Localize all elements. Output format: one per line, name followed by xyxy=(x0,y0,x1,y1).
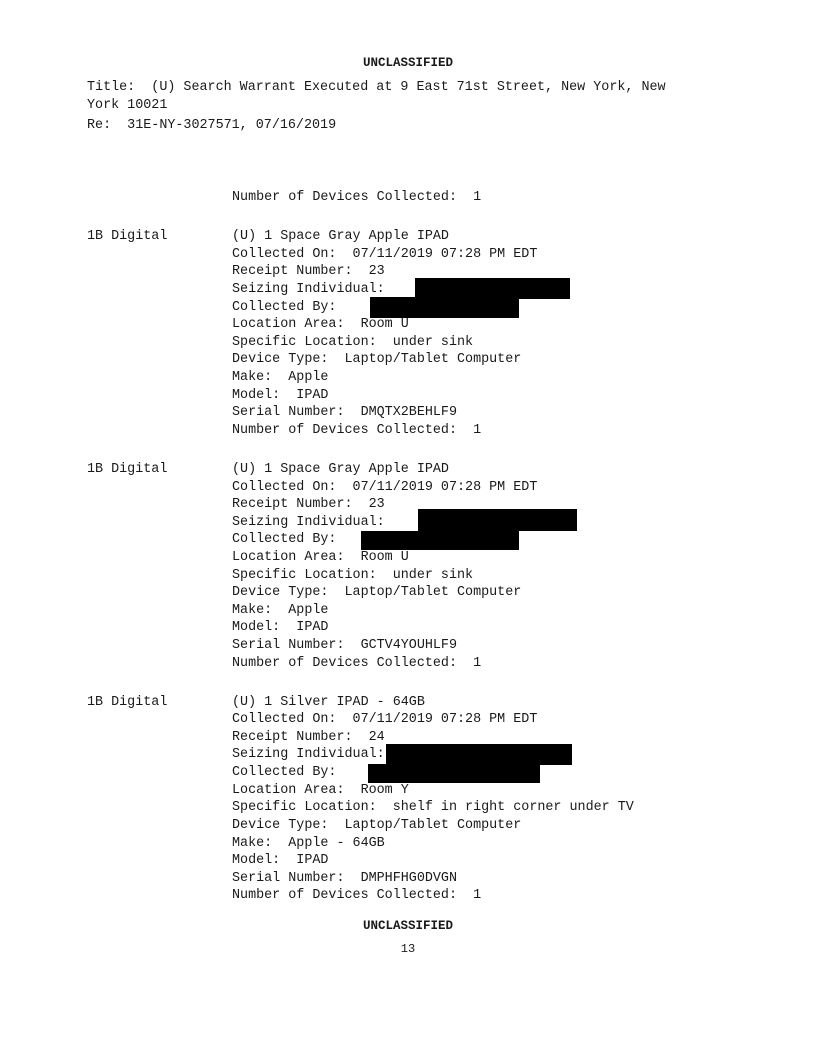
document-title-line-2: York 10021 xyxy=(87,98,168,113)
item-collected-by: Collected By: xyxy=(232,765,353,780)
redaction-block xyxy=(413,744,572,765)
item-specific-location: Specific Location: shelf in right corner under TV xyxy=(232,800,634,815)
item-collected-by: Collected By: xyxy=(232,300,353,315)
item-make: Make: Apple xyxy=(232,603,329,618)
item-location-area: Location Area: Room Y xyxy=(232,783,409,798)
item-specific-location: Specific Location: under sink xyxy=(232,335,474,350)
page-number: 13 xyxy=(400,942,416,956)
item-location-area: Location Area: Room U xyxy=(232,550,409,565)
item-devices-collected: Number of Devices Collected: 1 xyxy=(232,423,482,438)
redaction-block xyxy=(370,297,519,318)
item-seizing-individual: Seizing Individual: xyxy=(232,747,385,762)
item-receipt-number: Receipt Number: 23 xyxy=(232,264,385,279)
item-serial-number: Serial Number: DMQTX2BEHLF9 xyxy=(232,405,457,420)
item-specific-location: Specific Location: under sink xyxy=(232,568,474,583)
item-category: 1B Digital xyxy=(87,229,168,244)
previous-item-devices-collected: Number of Devices Collected: 1 xyxy=(232,190,482,205)
item-seizing-individual: Seizing Individual: xyxy=(232,515,385,530)
footer-classification-marking: UNCLASSIFIED xyxy=(362,919,453,933)
reference-line: Re: 31E-NY-3027571, 07/16/2019 xyxy=(87,118,337,133)
item-serial-number: Serial Number: DMPHFHG0DVGN xyxy=(232,871,457,886)
item-device-type: Device Type: Laptop/Tablet Computer xyxy=(232,585,522,600)
item-location-area: Location Area: Room U xyxy=(232,317,409,332)
item-seizing-individual: Seizing Individual: xyxy=(232,282,385,297)
redaction-block xyxy=(418,509,577,531)
item-devices-collected: Number of Devices Collected: 1 xyxy=(232,888,482,903)
item-model: Model: IPAD xyxy=(232,388,329,403)
item-category: 1B Digital xyxy=(87,695,168,710)
item-device-type: Device Type: Laptop/Tablet Computer xyxy=(232,352,522,367)
redaction-block xyxy=(368,764,540,783)
item-device-type: Device Type: Laptop/Tablet Computer xyxy=(232,818,522,833)
header-classification-marking: UNCLASSIFIED xyxy=(362,56,453,70)
item-description: (U) 1 Space Gray Apple IPAD xyxy=(232,462,449,477)
item-make: Make: Apple - 64GB xyxy=(232,836,385,851)
item-collected-on: Collected On: 07/11/2019 07:28 PM EDT xyxy=(232,712,538,727)
item-description: (U) 1 Silver IPAD - 64GB xyxy=(232,695,425,710)
item-receipt-number: Receipt Number: 23 xyxy=(232,497,385,512)
document-title-line-1: Title: (U) Search Warrant Executed at 9 East 71st Street, New York, New xyxy=(87,80,666,95)
item-collected-by: Collected By: xyxy=(232,532,337,547)
item-devices-collected: Number of Devices Collected: 1 xyxy=(232,656,482,671)
item-model: Model: IPAD xyxy=(232,853,329,868)
item-collected-on: Collected On: 07/11/2019 07:28 PM EDT xyxy=(232,247,538,262)
item-model: Model: IPAD xyxy=(232,620,329,635)
item-serial-number: Serial Number: GCTV4YOUHLF9 xyxy=(232,638,457,653)
item-collected-on: Collected On: 07/11/2019 07:28 PM EDT xyxy=(232,480,538,495)
item-category: 1B Digital xyxy=(87,462,168,477)
redaction-block xyxy=(415,278,570,299)
item-receipt-number: Receipt Number: 24 xyxy=(232,730,385,745)
redaction-block xyxy=(361,531,519,550)
item-description: (U) 1 Space Gray Apple IPAD xyxy=(232,229,449,244)
item-make: Make: Apple xyxy=(232,370,329,385)
